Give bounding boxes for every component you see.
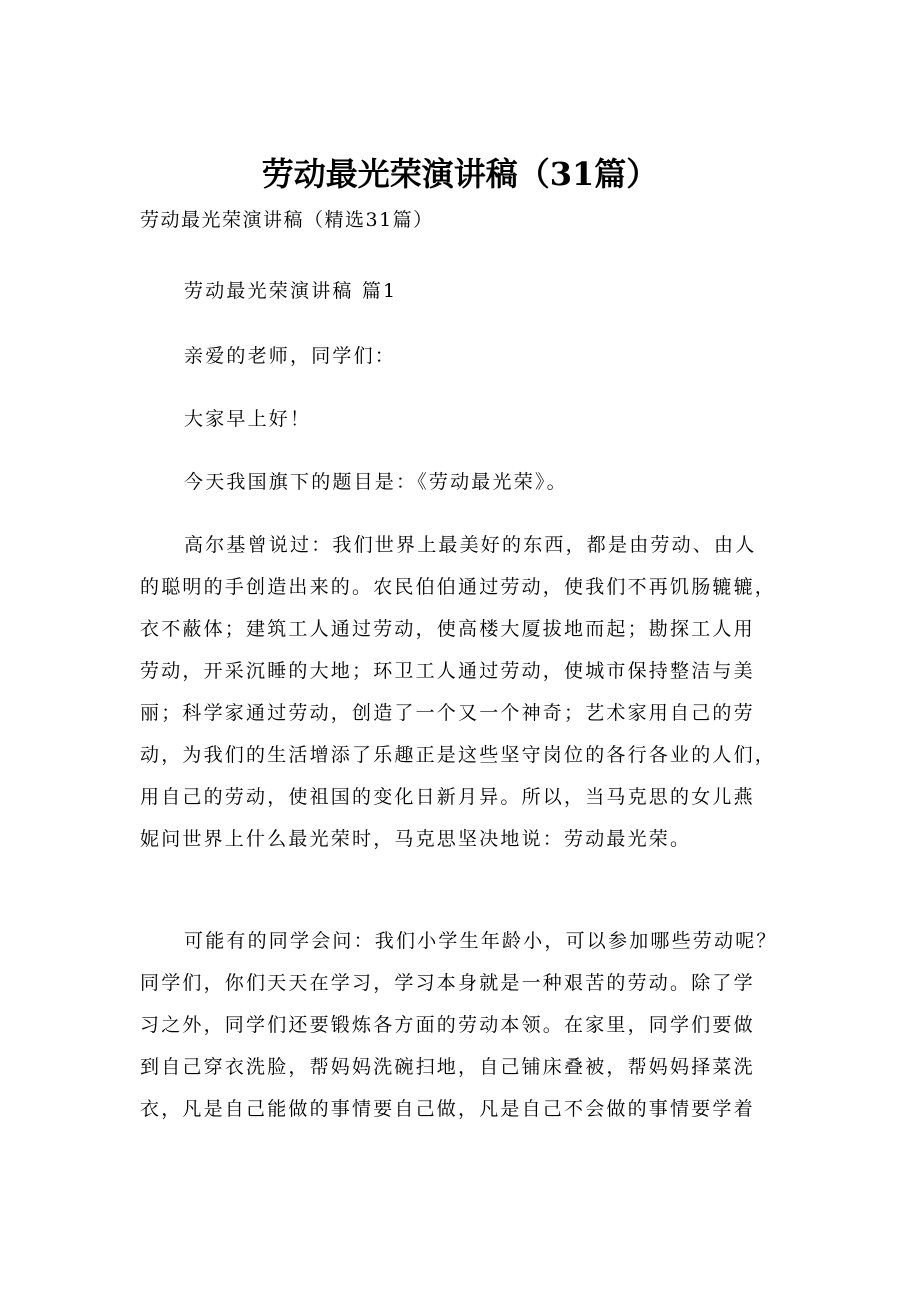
paragraph-line: 衣，凡是自己能做的事情要自己做，凡是自己不会做的事情要学着 <box>140 1098 755 1120</box>
paragraph-line: 用自己的劳动，使祖国的变化日新月异。所以，当马克思的女儿燕 <box>140 786 755 808</box>
topic-line-text: 今天我国旗下的题目是：《劳动最光荣》。 <box>184 471 568 493</box>
paragraph-line: 妮问世界上什么最光荣时，马克思坚决地说：劳动最光荣。 <box>140 828 692 850</box>
paragraph-line: 丽；科学家通过劳动，创造了一个又一个神奇；艺术家用自己的劳 <box>140 702 755 724</box>
paragraph-line: 衣不蔽体；建筑工人通过劳动，使高楼大厦拔地而起；勘探工人用 <box>140 618 755 640</box>
paragraph-line: 的聪明的手创造出来的。农民伯伯通过劳动，使我们不再饥肠辘辘， <box>140 576 777 598</box>
paragraph-line: 同学们，你们天天在学习，学习本身就是一种艰苦的劳动。除了学 <box>140 972 755 994</box>
greeting-text: 大家早上好！ <box>184 408 312 430</box>
paragraph-line: 高尔基曾说过：我们世界上最美好的东西，都是由劳动、由人 <box>184 534 757 556</box>
paragraph-2 <box>140 920 800 1130</box>
section-heading <box>140 270 800 312</box>
paragraph-line: 习之外，同学们还要锻炼各方面的劳动本领。在家里，同学们要做 <box>140 1014 755 1036</box>
salutation-text: 亲爱的老师，同学们： <box>184 345 397 367</box>
paragraph-line: 劳动，开采沉睡的大地；环卫工人通过劳动，使城市保持整洁与美 <box>140 660 755 682</box>
salutation <box>140 335 800 377</box>
section-heading-text: 劳动最光荣演讲稿 篇1 <box>184 280 398 302</box>
greeting <box>140 398 800 440</box>
document-title: 劳动最光荣演讲稿（31篇） <box>261 155 659 193</box>
paragraph-line: 到自己穿衣洗脸，帮妈妈洗碗扫地，自己铺床叠被，帮妈妈择菜洗 <box>140 1056 755 1078</box>
paragraph-line: 可能有的同学会问：我们小学生年龄小，可以参加哪些劳动呢？ <box>184 930 778 952</box>
document-subtitle: 劳动最光荣演讲稿（精选31篇） <box>140 209 434 231</box>
paragraph-line: 动，为我们的生活增添了乐趣正是这些坚守岗位的各行各业的人们， <box>140 744 777 766</box>
paragraph-1 <box>140 524 800 860</box>
topic-line <box>140 461 800 503</box>
